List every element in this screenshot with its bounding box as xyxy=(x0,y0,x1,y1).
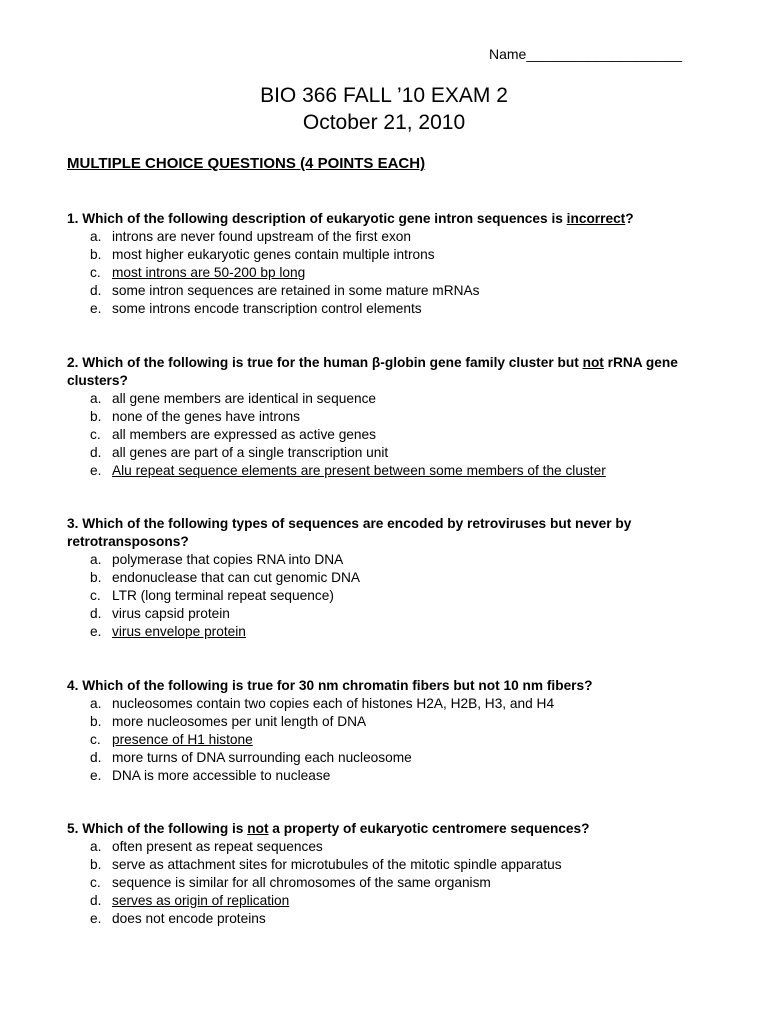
question-suffix: a property of eukaryotic centromere sequences? xyxy=(268,821,590,836)
option-text: endonuclease that can cut genomic DNA xyxy=(112,570,361,585)
option-text: does not encode proteins xyxy=(112,911,266,926)
option-letter: e. xyxy=(90,463,102,478)
option-b xyxy=(67,713,707,731)
option-letter: e. xyxy=(90,301,102,316)
option-text: introns are never found upstream of the first exon xyxy=(112,229,412,244)
option-text-correct: presence of H1 histone xyxy=(112,732,253,747)
option-letter: c. xyxy=(90,427,101,442)
option-text: polymerase that copies RNA into DNA xyxy=(112,552,344,567)
question-2 xyxy=(67,354,707,480)
question-text xyxy=(67,677,707,695)
option-letter: e. xyxy=(90,624,102,639)
option-e xyxy=(67,300,707,318)
question-prefix: 2. Which of the following is true for the human β-globin gene family cluster but xyxy=(67,355,583,370)
option-letter: a. xyxy=(90,839,102,854)
option-letter: d. xyxy=(90,445,102,460)
option-text: serve as attachment sites for microtubules of the mitotic spindle apparatus xyxy=(112,857,562,872)
option-letter: a. xyxy=(90,391,102,406)
option-letter: b. xyxy=(90,570,102,585)
option-text: all gene members are identical in sequence xyxy=(112,391,377,406)
options-list xyxy=(67,695,707,785)
option-text: often present as repeat sequences xyxy=(112,839,323,854)
option-text: most higher eukaryotic genes contain multiple introns xyxy=(112,247,435,262)
option-b xyxy=(67,408,707,426)
exam-date: October 21, 2010 xyxy=(302,111,466,134)
option-letter: d. xyxy=(90,606,102,621)
question-text xyxy=(67,210,707,228)
question-emphasis: incorrect xyxy=(566,211,626,226)
option-a xyxy=(67,228,707,246)
exam-title: BIO 366 FALL ’10 EXAM 2 xyxy=(260,84,508,107)
option-letter: b. xyxy=(90,247,102,262)
options-list xyxy=(67,551,707,641)
option-d xyxy=(67,282,707,300)
option-text: nucleosomes contain two copies each of histones H2A, H2B, H3, and H4 xyxy=(112,696,555,711)
question-prefix: 3. Which of the following types of sequences are encoded by retroviruses but never by retrotransposons? xyxy=(67,516,632,549)
name-field-label: Name____________________ xyxy=(489,46,683,62)
question-5 xyxy=(67,820,707,928)
option-text: sequence is similar for all chromosomes of the same organism xyxy=(112,875,491,890)
option-text: some intron sequences are retained in some mature mRNAs xyxy=(112,283,480,298)
option-e xyxy=(67,462,707,480)
option-letter: a. xyxy=(90,229,102,244)
question-emphasis: not xyxy=(582,355,604,370)
option-e xyxy=(67,767,707,785)
option-text: LTR (long terminal repeat sequence) xyxy=(112,588,334,603)
question-emphasis: not xyxy=(247,821,269,836)
option-text: DNA is more accessible to nuclease xyxy=(112,768,331,783)
options-list xyxy=(67,390,707,480)
option-d xyxy=(67,749,707,767)
option-c xyxy=(67,587,707,605)
option-d xyxy=(67,444,707,462)
option-letter: c. xyxy=(90,588,101,603)
option-letter: d. xyxy=(90,750,102,765)
option-a xyxy=(67,551,707,569)
option-b xyxy=(67,246,707,264)
option-c xyxy=(67,264,707,282)
option-letter: c. xyxy=(90,875,101,890)
option-letter: b. xyxy=(90,714,102,729)
question-suffix: rRNA gene clusters? xyxy=(67,355,678,388)
option-d xyxy=(67,892,707,910)
option-b xyxy=(67,569,707,587)
question-prefix: 4. Which of the following is true for 30 nm chromatin fibers but not 10 nm fibers? xyxy=(67,678,593,693)
option-text-correct: virus envelope protein xyxy=(112,624,246,639)
question-text xyxy=(67,515,707,551)
option-letter: d. xyxy=(90,893,102,908)
question-text xyxy=(67,354,707,390)
option-d xyxy=(67,605,707,623)
option-a xyxy=(67,390,707,408)
question-prefix: 5. Which of the following is xyxy=(67,821,248,836)
option-text: more nucleosomes per unit length of DNA xyxy=(112,714,367,729)
question-3 xyxy=(67,515,707,641)
option-text: none of the genes have introns xyxy=(112,409,300,424)
option-letter: b. xyxy=(90,857,102,872)
option-text: some introns encode transcription control elements xyxy=(112,301,422,316)
option-letter: b. xyxy=(90,409,102,424)
option-a xyxy=(67,838,707,856)
option-text-correct: Alu repeat sequence elements are present between some members of the cluster xyxy=(112,463,606,478)
option-letter: e. xyxy=(90,768,102,783)
question-1 xyxy=(67,210,707,318)
option-b xyxy=(67,856,707,874)
option-text-correct: most introns are 50-200 bp long xyxy=(112,265,306,280)
option-letter: d. xyxy=(90,283,102,298)
options-list xyxy=(67,838,707,928)
option-letter: c. xyxy=(90,732,101,747)
option-text: all genes are part of a single transcription unit xyxy=(112,445,389,460)
question-suffix: ? xyxy=(625,211,634,226)
option-letter: a. xyxy=(90,552,102,567)
question-4 xyxy=(67,677,707,785)
section-heading: MULTIPLE CHOICE QUESTIONS (4 POINTS EACH) xyxy=(67,155,426,172)
option-a xyxy=(67,695,707,713)
option-letter: c. xyxy=(90,265,101,280)
options-list xyxy=(67,228,707,318)
option-e xyxy=(67,910,707,928)
option-text: virus capsid protein xyxy=(112,606,230,621)
question-prefix: 1. Which of the following description of eukaryotic gene intron sequences is xyxy=(67,211,567,226)
option-letter: a. xyxy=(90,696,102,711)
option-text: all members are expressed as active genes xyxy=(112,427,376,442)
option-text: more turns of DNA surrounding each nucleosome xyxy=(112,750,412,765)
question-text xyxy=(67,820,707,838)
option-c xyxy=(67,731,707,749)
option-c xyxy=(67,874,707,892)
option-c xyxy=(67,426,707,444)
option-letter: e. xyxy=(90,911,102,926)
option-e xyxy=(67,623,707,641)
option-text-correct: serves as origin of replication xyxy=(112,893,290,908)
